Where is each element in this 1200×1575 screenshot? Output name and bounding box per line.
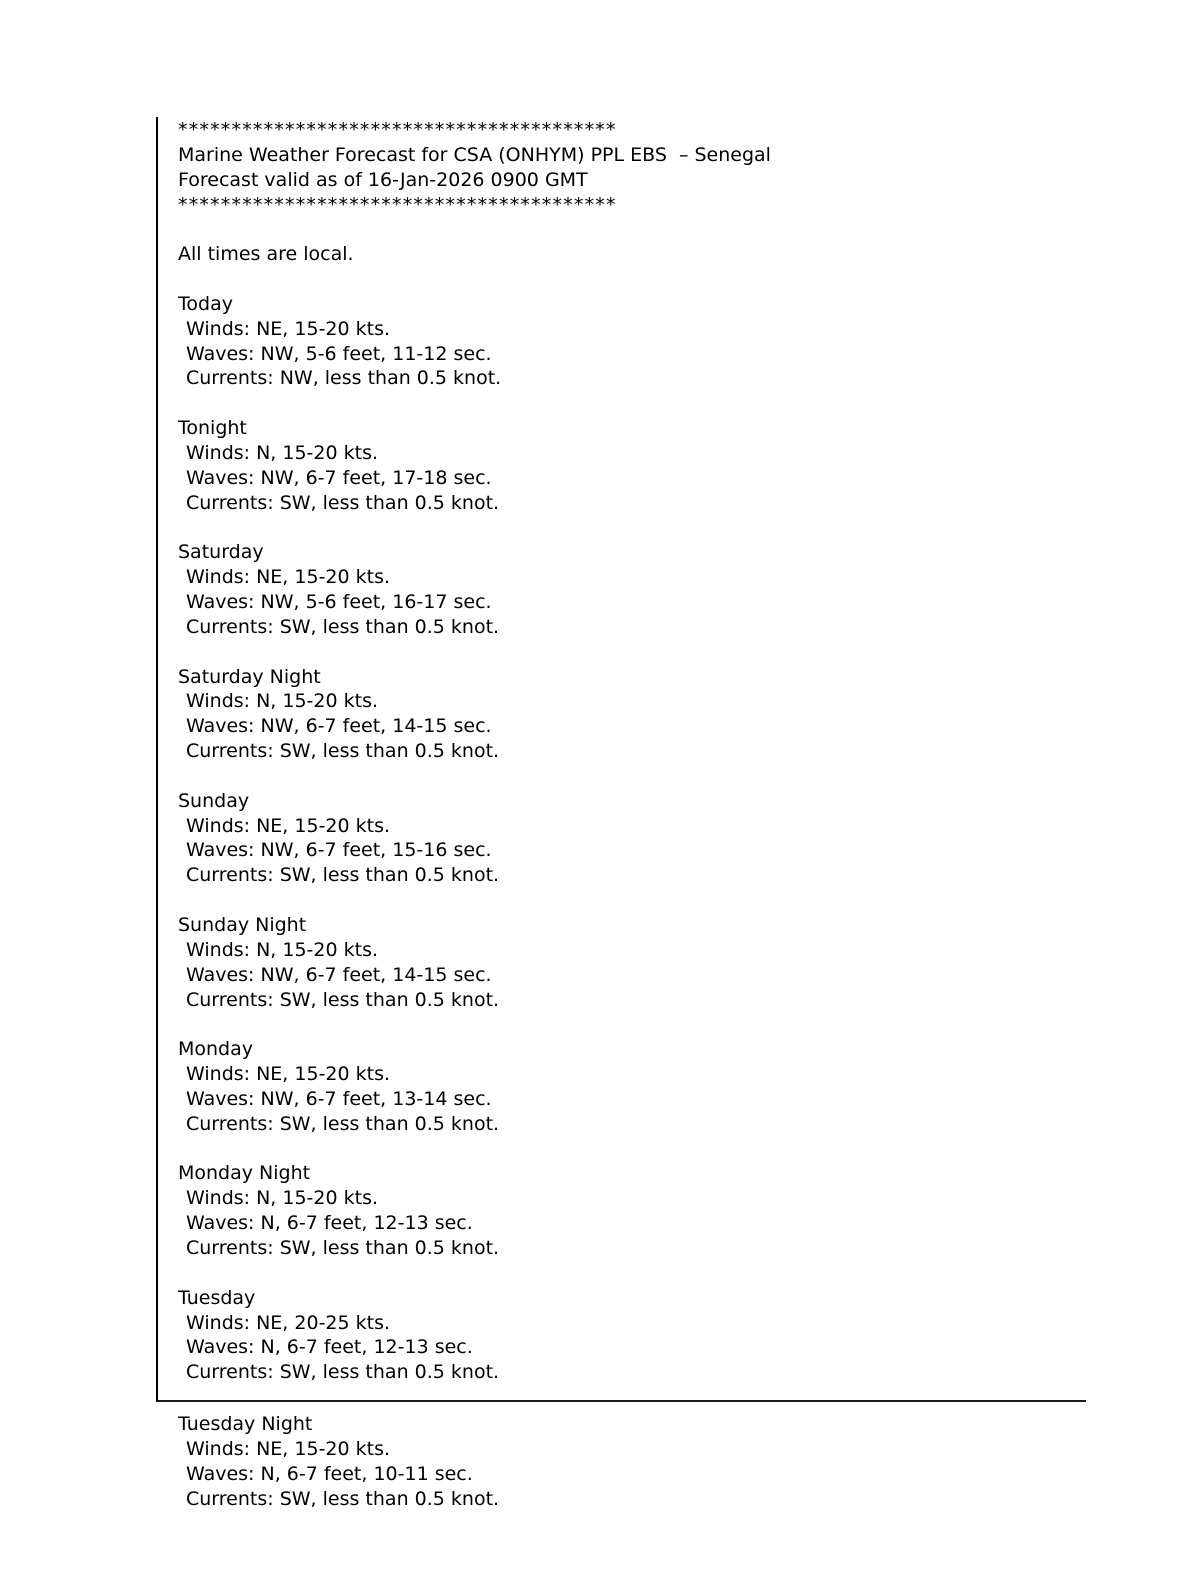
period-name: Sunday <box>178 789 250 812</box>
forecast-period <box>178 416 1076 515</box>
winds-line: Winds: NE, 15-20 kts. <box>186 814 391 837</box>
winds-line: Winds: N, 15-20 kts. <box>186 441 379 464</box>
waves-line: Waves: N, 6-7 feet, 12-13 sec. <box>186 1336 473 1359</box>
forecast-periods-below <box>178 1412 1086 1511</box>
forecast-period <box>178 1412 1086 1511</box>
winds-line: Winds: N, 15-20 kts. <box>186 690 379 713</box>
forecast-period <box>178 1037 1076 1136</box>
currents-line: Currents: SW, less than 0.5 knot. <box>186 1236 500 1259</box>
winds-line: Winds: NE, 15-20 kts. <box>186 566 391 589</box>
period-name: Tuesday Night <box>178 1413 313 1435</box>
forecast-period <box>178 789 1076 888</box>
currents-line: Currents: SW, less than 0.5 knot. <box>186 1361 500 1384</box>
forecast-period <box>178 1161 1076 1260</box>
winds-line: Winds: N, 15-20 kts. <box>186 1187 379 1210</box>
waves-line: Waves: NW, 6-7 feet, 14-15 sec. <box>186 963 492 986</box>
winds-line: Winds: NE, 15-20 kts. <box>186 317 391 340</box>
waves-line: Waves: NW, 6-7 feet, 13-14 sec. <box>186 1087 492 1110</box>
waves-line: Waves: NW, 6-7 feet, 17-18 sec. <box>186 466 492 489</box>
forecast-period <box>178 665 1076 764</box>
currents-line: Currents: SW, less than 0.5 knot. <box>186 740 500 763</box>
forecast-period <box>178 292 1076 391</box>
currents-line: Currents: SW, less than 0.5 knot. <box>186 615 500 638</box>
winds-line: Winds: N, 15-20 kts. <box>186 938 379 961</box>
stars-divider-bottom: ***************************************** <box>178 193 617 216</box>
period-name: Saturday <box>178 541 264 564</box>
period-name: Monday <box>178 1038 254 1061</box>
forecast-period <box>178 540 1076 639</box>
waves-line: Waves: NW, 5-6 feet, 11-12 sec. <box>186 342 492 365</box>
period-name: Sunday Night <box>178 914 307 936</box>
currents-line: Currents: SW, less than 0.5 knot. <box>186 864 500 887</box>
blank-line <box>178 217 1076 242</box>
winds-line: Winds: NE, 15-20 kts. <box>186 1063 391 1086</box>
winds-line: Winds: NE, 20-25 kts. <box>186 1311 391 1334</box>
forecast-valid-line: Forecast valid as of 16-Jan-2026 0900 GMT <box>178 168 588 191</box>
currents-line: Currents: SW, less than 0.5 knot. <box>186 491 500 514</box>
period-name: Today <box>178 292 233 315</box>
period-name: Saturday Night <box>178 665 321 688</box>
document-title: Marine Weather Forecast for CSA (ONHYM) PPL EBS – Senegal <box>178 143 771 166</box>
waves-line: Waves: NW, 6-7 feet, 15-16 sec. <box>186 839 492 862</box>
period-name: Tuesday <box>178 1286 256 1309</box>
period-name: Monday Night <box>178 1162 311 1185</box>
currents-line: Currents: NW, less than 0.5 knot. <box>186 367 502 390</box>
forecast-frame <box>156 117 1086 1402</box>
currents-line: Currents: SW, less than 0.5 knot. <box>186 1487 500 1510</box>
forecast-periods-inside <box>178 292 1076 1385</box>
currents-line: Currents: SW, less than 0.5 knot. <box>186 1112 500 1135</box>
forecast-period <box>178 1286 1076 1385</box>
forecast-continuation <box>156 1404 1086 1511</box>
waves-line: Waves: NW, 6-7 feet, 14-15 sec. <box>186 715 492 738</box>
waves-line: Waves: N, 6-7 feet, 12-13 sec. <box>186 1212 473 1235</box>
times-note: All times are local. <box>178 243 354 266</box>
period-name: Tonight <box>178 417 247 440</box>
winds-line: Winds: NE, 15-20 kts. <box>186 1437 391 1460</box>
waves-line: Waves: N, 6-7 feet, 10-11 sec. <box>186 1462 473 1485</box>
waves-line: Waves: NW, 5-6 feet, 16-17 sec. <box>186 591 492 614</box>
currents-line: Currents: SW, less than 0.5 knot. <box>186 988 500 1011</box>
stars-divider-top: ***************************************** <box>178 119 617 141</box>
forecast-period <box>178 913 1076 1012</box>
